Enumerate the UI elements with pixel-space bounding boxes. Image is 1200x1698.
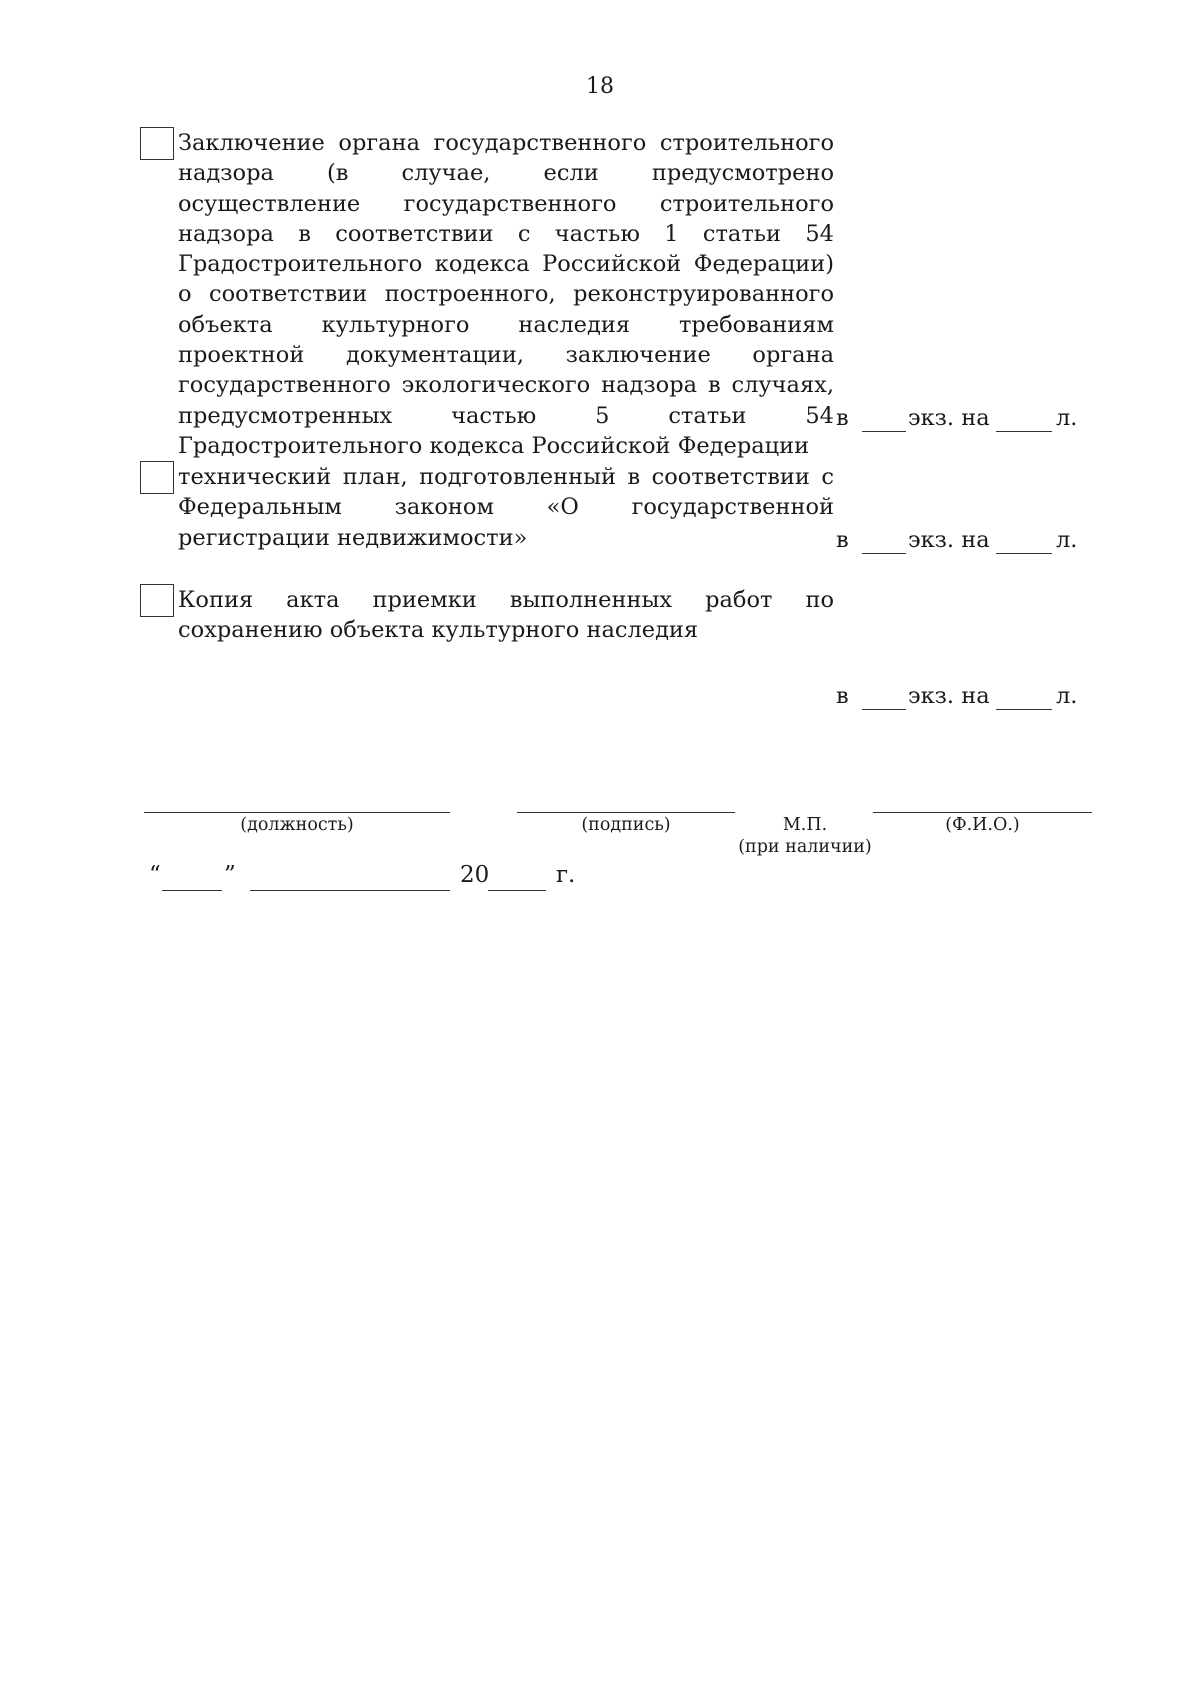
item-2-checkbox[interactable] — [140, 461, 174, 494]
copies-blank[interactable] — [862, 709, 906, 710]
copies-label: экз. на — [908, 405, 990, 431]
position-caption: (должность) — [240, 815, 354, 835]
count-prefix: в — [836, 405, 849, 431]
item-1-checkbox[interactable] — [140, 127, 174, 160]
signature-caption: (подпись) — [581, 815, 671, 835]
item-3-count-line — [836, 681, 1076, 711]
copies-blank[interactable] — [862, 553, 906, 554]
stamp-caption: М.П. — [782, 815, 828, 835]
item-1-text: Заключение органа государственного строительного надзора (в случае, если предусмотрено осуществление государственного строительного надзора в соответствии с частью 1 статьи 54 Градостроительного кодекса Российской Федерации) о соответствии построенного, реконструированного объекта культурного наследия требованиям проектной документации, заключение органа государственного экологического надзора в случаях, предусмотренных частью 5 статьи 54 Градостроительного кодекса Российской Федерации — [178, 130, 834, 459]
signature-line[interactable] — [517, 812, 735, 813]
position-line[interactable] — [144, 812, 450, 813]
page-number: 18 — [586, 74, 614, 99]
count-prefix: в — [836, 683, 849, 709]
year-prefix: 20 — [460, 862, 490, 888]
full-name-caption: (Ф.И.О.) — [945, 815, 1020, 835]
sheets-label: л. — [1056, 405, 1078, 431]
month-blank[interactable] — [250, 890, 450, 891]
date-close-quote: ” — [224, 862, 236, 888]
sheets-label: л. — [1056, 683, 1078, 709]
copies-blank[interactable] — [862, 431, 906, 432]
sheets-label: л. — [1056, 527, 1078, 553]
date-open-quote: “ — [149, 862, 161, 888]
stamp-note: (при наличии) — [738, 837, 872, 857]
full-name-line[interactable] — [873, 812, 1092, 813]
count-prefix: в — [836, 527, 849, 553]
sheets-blank[interactable] — [996, 709, 1052, 710]
item-3-text: Копия акта приемки выполненных работ по сохранению объекта культурного наследия — [178, 587, 834, 644]
item-2-text: технический план, подготовленный в соответствии с Федеральным законом «О государственной регистрации недвижимости» — [178, 464, 834, 551]
copies-label: экз. на — [908, 527, 990, 553]
item-3-checkbox[interactable] — [140, 584, 174, 617]
copies-label: экз. на — [908, 683, 990, 709]
day-blank[interactable] — [162, 890, 222, 891]
year-blank[interactable] — [488, 890, 546, 891]
item-2-count-line — [836, 525, 1076, 555]
item-1-count-line — [836, 403, 1076, 433]
year-suffix: г. — [556, 862, 576, 888]
sheets-blank[interactable] — [996, 553, 1052, 554]
sheets-blank[interactable] — [996, 431, 1052, 432]
